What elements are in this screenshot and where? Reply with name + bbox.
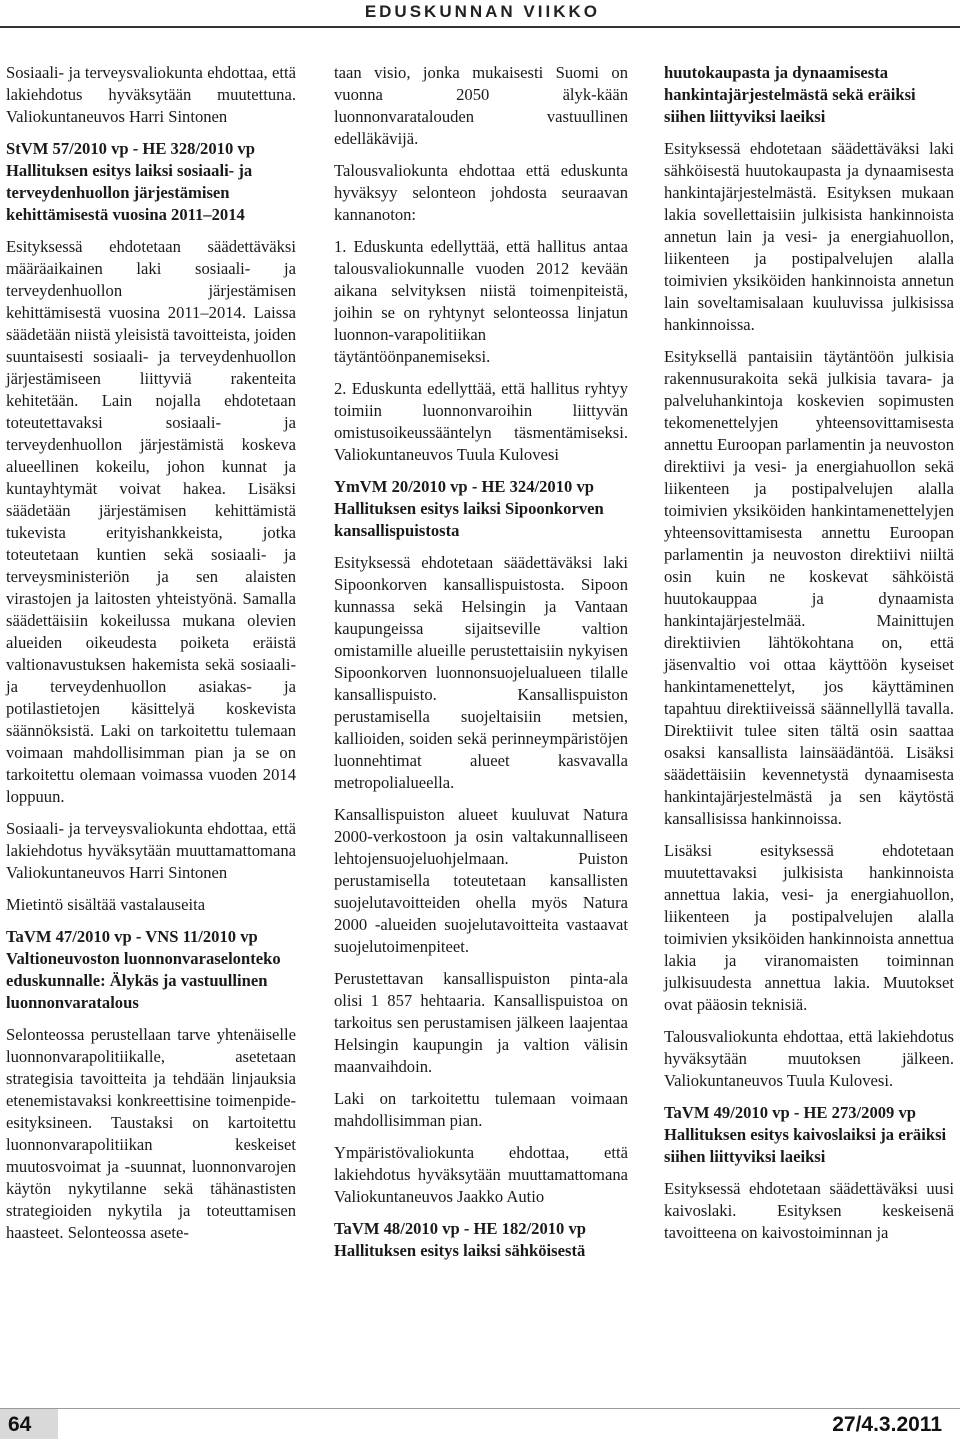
article-heading: TaVM 49/2010 vp - HE 273/2009 vp Hallituksen esitys kaivoslaiksi ja eräiksi siihen liittyviksi laeiksi: [664, 1103, 947, 1166]
masthead: [0, 0, 960, 28]
article-paragraph: Esityksessä ehdotetaan säädettäväksi uusi kaivoslaki. Esityksen keskeisenä tavoitteena on kaivostoiminnan ja: [664, 1179, 954, 1242]
article-paragraph: Esityksellä pantaisiin täytäntöön julkisia rakennusurakoita sekä julkisia tavara- ja palveluhankintoja koskevien sopimusten tekomenettelyjen yhteensovittamisesta annettu Euroopan parlamentin ja neuvoston direktiivi ja vesi- ja energiahuollon sekä liikenteen ja postipalvelujen alalla toimivien yksiköiden hankintamenettelyjen yhteensovittamisesta annettu Euroopan parlamentin ja neuvoston direktiivi niiltä osin kuin ne koskevat sähköistä huutokauppaa ja dynaamista hankintajärjestelmää. Mainittujen direktiivien lähtökohtana on, että jäsenvaltio voi ottaa käyttöön kyseiset hankintamenettelyt, jos käyttäminen tapahtuu direktiiveissä säännellyllä tavalla. Direktiivit tulee siten tältä osin saattaa osaksi kansallista lainsäädäntöä. Lisäksi säädettäisiin kevennetystä dynaamisesta hankintajärjestelmästä ja sen käytöstä kansallisissa hankinnoissa.: [664, 347, 954, 828]
article-paragraph: Lisäksi esityksessä ehdotetaan muutettavaksi julkisista hankinnoista annettua lakia, vesi- ja energiahuollon, liikenteen ja postipalvelujen alalla toimivien yksiköiden hankinnoista annettua lakia ja viranomaisten toiminnan julkisuudesta annettua lakia. Muutokset ovat pääosin teknisiä.: [664, 841, 954, 1014]
article-paragraph: Ympäristövaliokunta ehdottaa, että lakiehdotus hyväksytään muuttamattomana Valiokuntaneuvos Jaakko Autio: [334, 1143, 628, 1206]
article-heading: StVM 57/2010 vp - HE 328/2010 vp Hallituksen esitys laiksi sosiaali- ja terveydenhuollon järjestämisen kehittämisestä vuosina 2011–2014: [6, 139, 255, 224]
article-heading: YmVM 20/2010 vp - HE 324/2010 vp Hallituksen esitys laiksi Sipoonkorven kansallispuistosta: [334, 477, 604, 540]
publication-title: EDUSKUNNAN VIIKKO: [364, 2, 600, 21]
article-column-1: [6, 62, 296, 1244]
article-paragraph: taan visio, jonka mukaisesti Suomi on vuonna 2050 älyk-kään luonnonvaratalouden vastuullinen edelläkävijä.: [334, 63, 628, 148]
article-heading: TaVM 48/2010 vp - HE 182/2010 vp Hallituksen esitys laiksi sähköisestä: [334, 1219, 587, 1260]
article-paragraph: Esityksessä ehdotetaan säädettäväksi määräaikainen laki sosiaali- ja terveydenhuollon järjestämisen kehittämisestä vuosina 2011–2014. Laissa säädetään niistä yleisistä tavoitteista, joiden suuntaisesti sosiaali- ja terveydenhuollon järjestämiseen liittyviä rakenteita kehitetään. Lain nojalla ehdotetaan toteutettavaksi sosiaali- ja terveydenhuollon järjestämistä koskeva alueellinen kokeilu, johon kunnat ja kuntayhtymät voivat hakea. Lisäksi säädetään järjestämisen kehittämistä tukevista erityishankkeista, jotka toteutetaan kuntien sekä sosiaali- ja terveysministeriön ja sen alaisten virastojen ja laitosten yhteistyönä. Samalla säädettäisiin kokeilussa mukana olevien alueiden oikeudesta poiketa eräistä valtionavustuksen hakemista sekä sosiaali- ja terveydenhuollon asiakas- ja potilastietojen käsittelyä koskevista säännöksistä. Laki on tarkoitettu tulemaan voimaan mahdollisimman pian ja se on tarkoitettu olemaan voimassa vuoden 2014 loppuun.: [6, 237, 296, 806]
article-paragraph: Esityksessä ehdotetaan säädettäväksi laki Sipoonkorven kansallispuistosta. Sipoon kunnassa sekä Helsingin ja Vantaan kaupungeissa sijaitseville valtion omistamille alueille perustettaisiin nykyisen Sipoonkorven luonnonsuojelualueen tilalle kansallispuisto. Kansallispuiston perustamisella suojeltaisiin metsien, kallioiden, soiden sekä perinneympäristöjen luonnehtimat alueet kasvavalla metropolialueella.: [334, 553, 628, 792]
article-paragraph: Selonteossa perustellaan tarve yhtenäiselle luonnonvarapolitiikalle, asetetaan strategisia tavoitteita ja tehdään linjauksia etenemistavaksi konkreettisine toimenpide-esityksineen. Taustaksi on kartoitettu luonnonvarapolitiikan keskeiset muutosvoimat ja -suunnat, luonnonvarojen käytön nykytilanne sekä tähänastisten strategioiden nykytila ja toteuttamisen haasteet. Selonteossa asete-: [6, 1025, 296, 1242]
page-number-box: [0, 1409, 58, 1439]
article-heading: TaVM 47/2010 vp - VNS 11/2010 vp Valtioneuvoston luonnonvaraselonteko eduskunnalle: Älykäs ja vastuullinen luonnonvaratalous: [6, 927, 281, 1012]
page-number: 64: [8, 1413, 32, 1436]
article-paragraph: 1. Eduskunta edellyttää, että hallitus antaa talousvaliokunnalle vuoden 2012 kevään aikana selvityksen niistä toimenpiteistä, joihin se on ryhtynyt selonteossa linjatun luonnon-varapolitiikan täytäntöönpanemiseksi.: [334, 237, 628, 366]
page-footer: [0, 1408, 960, 1441]
article-column-3: [664, 62, 954, 1244]
article-paragraph: Talousvaliokunta ehdottaa että eduskunta hyväksyy selonteon johdosta seuraavan kannanoton:: [334, 161, 628, 224]
article-paragraph: Sosiaali- ja terveysvaliokunta ehdottaa, että lakiehdotus hyväksytään muuttamattomana Valiokuntaneuvos Harri Sintonen: [6, 819, 296, 882]
article-paragraph: Talousvaliokunta ehdottaa, että lakiehdotus hyväksytään muutoksen jälkeen. Valiokuntaneuvos Tuula Kulovesi.: [664, 1027, 954, 1090]
issue-number: 27/4.3.2011: [832, 1413, 942, 1436]
article-column-2: [334, 62, 628, 1272]
article-paragraph: Kansallispuiston alueet kuuluvat Natura 2000-verkostoon ja osin valtakunnalliseen lehtojensuojeluohjelmaan. Puiston perustamisella toteutetaan kansallisten suojelutavoitteiden ohella myös Natura 2000 -alueiden suojelutavoitteita vastaavat suojelutoimenpiteet.: [334, 805, 628, 956]
article-paragraph: Esityksessä ehdotetaan säädettäväksi laki sähköisestä huutokaupasta ja dynaamisesta hankintajärjestelmästä. Esityksen mukaan lakia sovellettaisiin julkisista hankinnoista annetun lain ja vesi- ja energiahuollon, liikenteen ja postipalvelujen alalla toimivien yksiköiden hankinnoista annetun lain soveltamisalaan kuuluvissa julkisissa hankinnoissa.: [664, 139, 954, 334]
article-paragraph: Sosiaali- ja terveysvaliokunta ehdottaa, että lakiehdotus hyväksytään muutettuna. Valiokuntaneuvos Harri Sintonen: [6, 63, 296, 126]
article-paragraph: Perustettavan kansallispuiston pinta-ala olisi 1 857 hehtaaria. Kansallispuistoa on tarkoitus sen perustamisen jälkeen laajentaa Helsingin kaupungin ja valtion välisin maanvaihdoin.: [334, 969, 628, 1076]
article-paragraph: 2. Eduskunta edellyttää, että hallitus ryhtyy toimiin luonnonvaroihin liittyvän omistusoikeussääntelyn täsmentämiseksi. Valiokuntaneuvos Tuula Kulovesi: [334, 379, 628, 464]
article-heading: huutokaupasta ja dynaamisesta hankintajärjestelmästä sekä eräiksi siihen liittyviksi laeiksi: [664, 63, 916, 126]
article-paragraph: Mietintö sisältää vastalauseita: [6, 895, 206, 914]
article-paragraph: Laki on tarkoitettu tulemaan voimaan mahdollisimman pian.: [334, 1089, 628, 1130]
